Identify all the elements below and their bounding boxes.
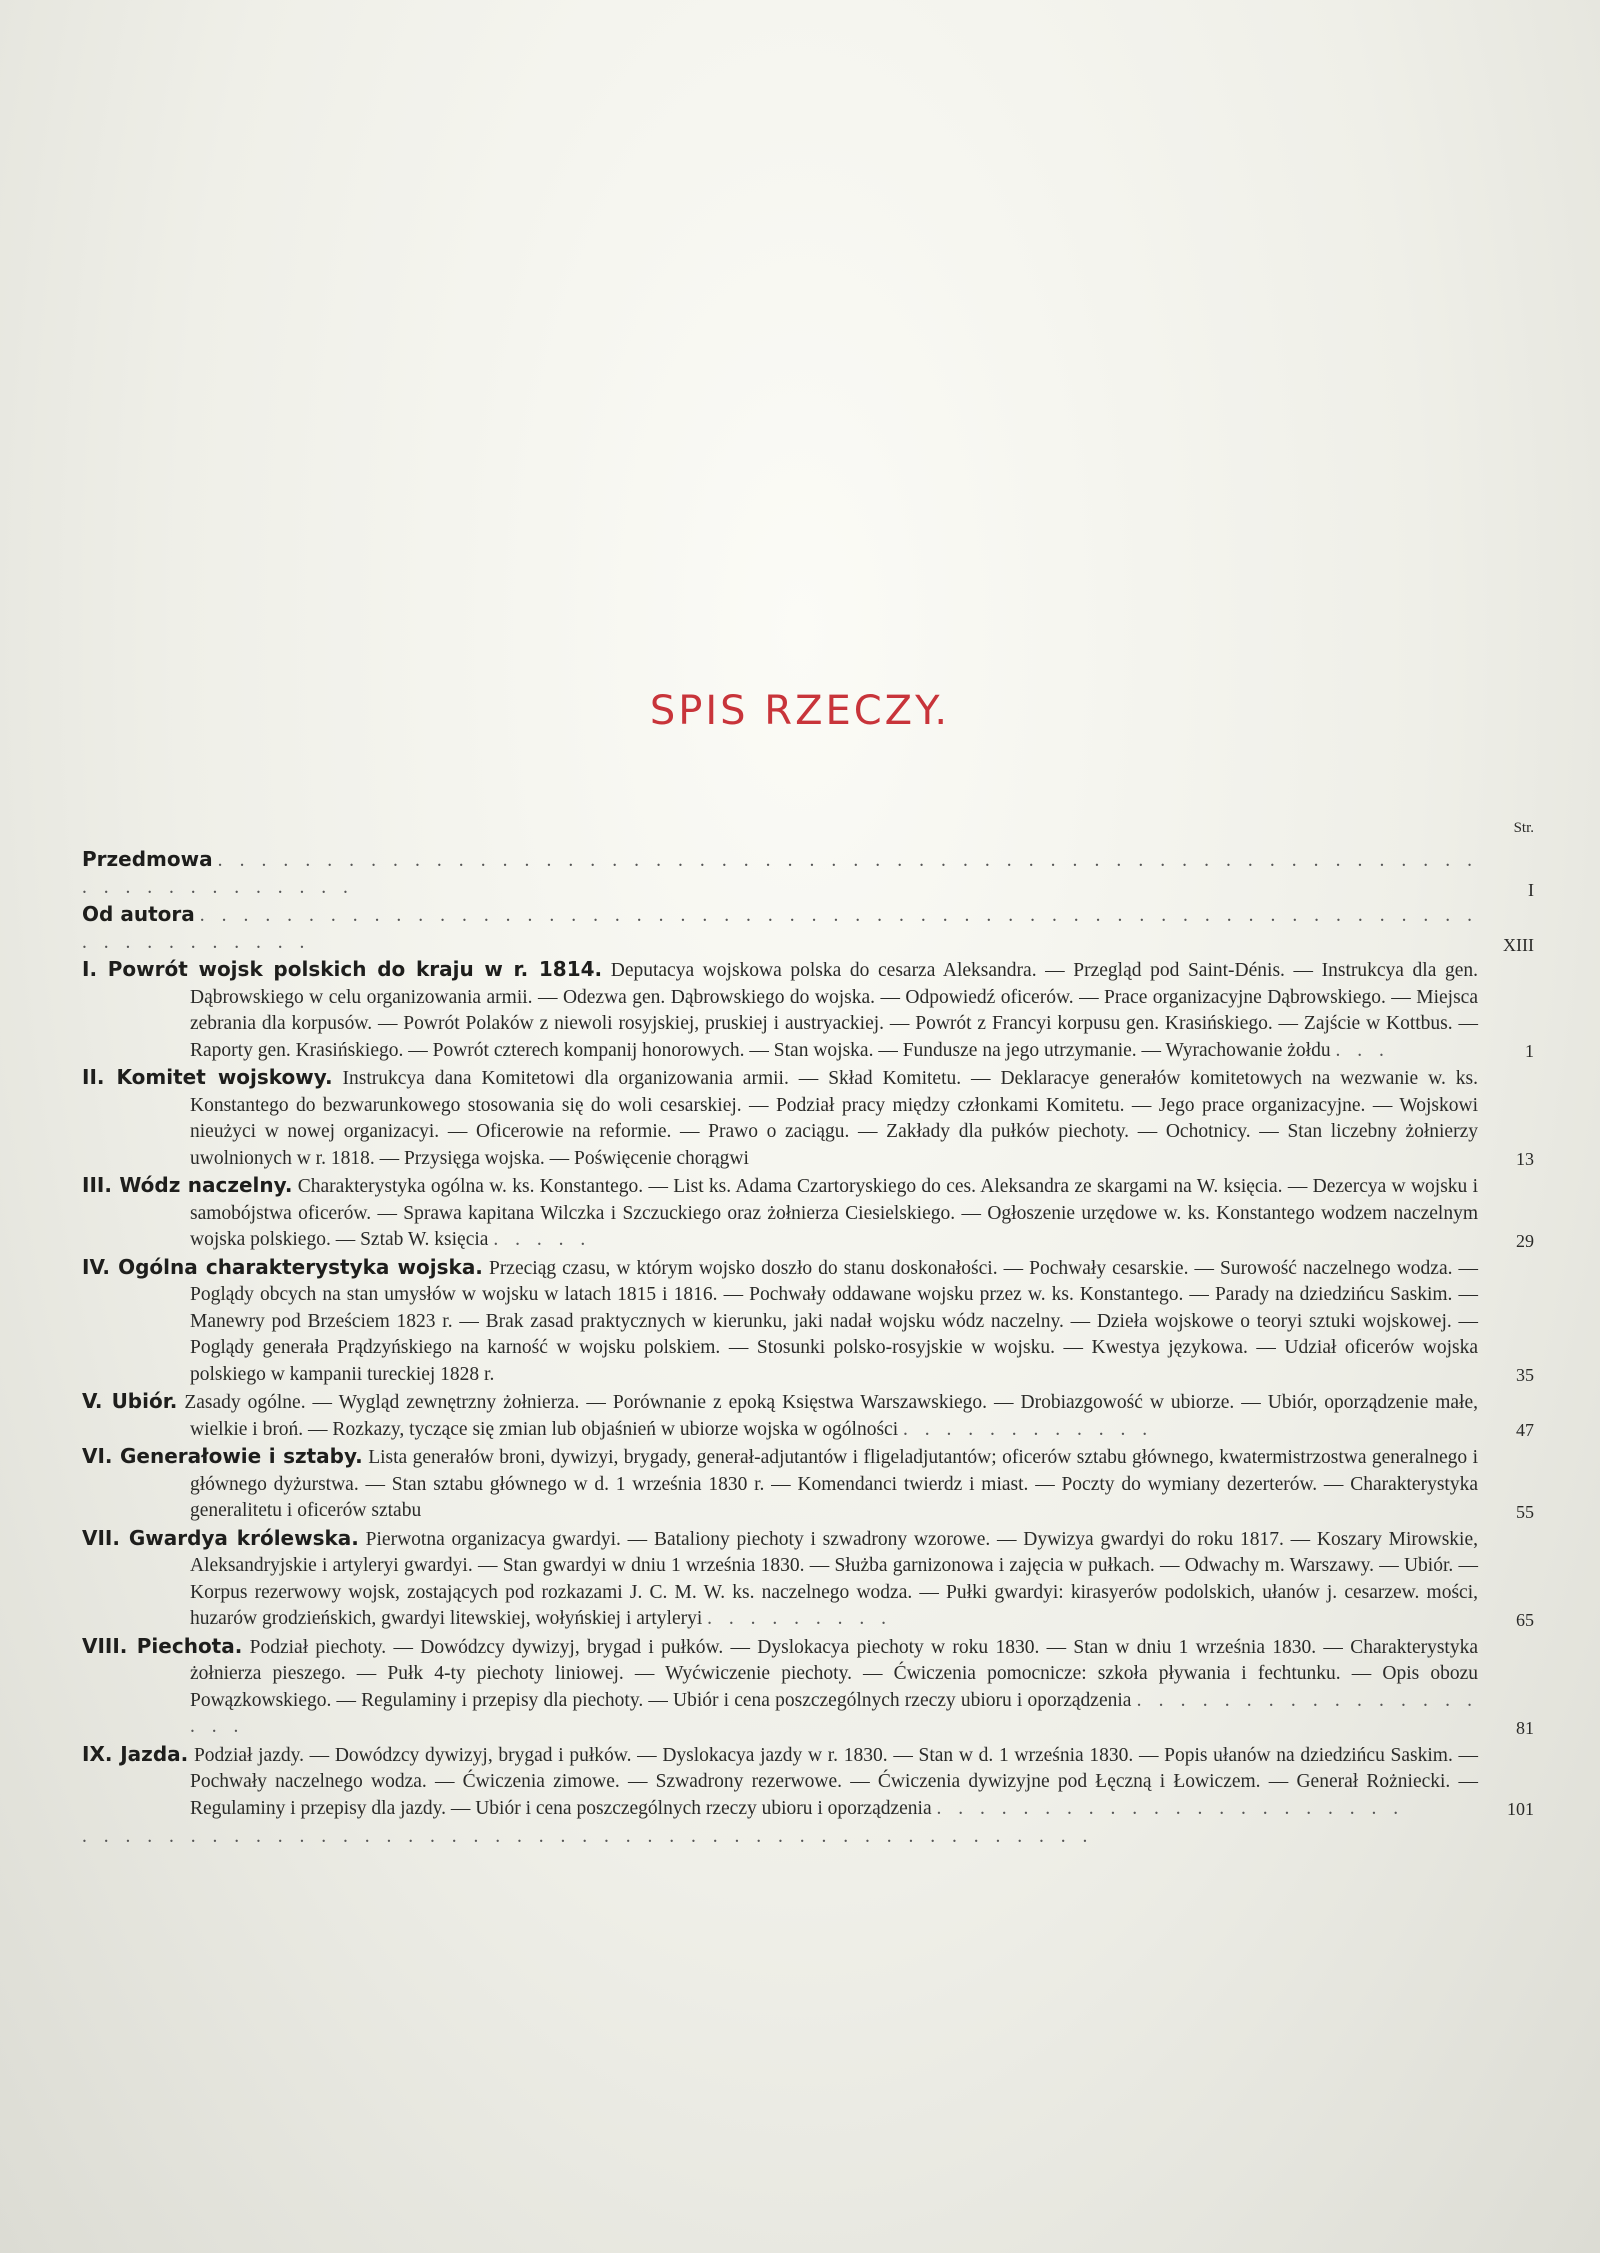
entry-heading: VII. Gwardya królewska. (82, 1525, 359, 1550)
entry-text: Podział jazdy. — Dowódzcy dywizyj, brygad i pułków. — Dyslokacya jazdy w r. 1830. — Stan w d. 1 września 1830. — Popis ułanów na dziedzińcu Saskim. — Pochwały naczelnego wodza. — Ćwiczenia zimowe. — Szwadrony rezerwowe. — Ćwiczenia dywizyjne pod Łęczną i Łowiczem. — Generał Rożniecki. — Regulaminy i przepisy dla jazdy. — Ubiór i cena poszczególnych rzeczy ubioru i oporządzenia (190, 1744, 1479, 1819)
entry-page: 55 (1516, 1501, 1534, 1522)
entry-heading: I. Powrót wojsk polskich do kraju w r. 1814. (82, 957, 603, 981)
toc-entry: . . . . . . . . . . . . . . . . . . . . . . . . . . . . . . . . . . . . . . . . . . . . . . . (82, 1826, 1094, 1847)
entry-heading: IX. Jazda. (82, 1741, 189, 1766)
entry-text: Instrukcya dana Komitetowi dla organizowania armii. — Skład Komitetu. — Deklaracye generałów komitetowych na wezwanie w. ks. Konstantego do bezwarunkowego stosowania się do woli cesarskiej. — Podział pracy między członkami Komitetu. — Jego prace organizacyjne. — Wojskowi nieużyci w nowej organizacyi. — Oficerowie na reformie. — Prawo o zaciągu. — Zakłady dla pułków piechoty. — Ochotnicy. — Stan liczebny żołnierzy uwolnionych w r. 1818. — Przysięga wojska. — Poświęcenie chorągwi (190, 1068, 1478, 1169)
toc-entry: III. Wódz naczelny. Charakterystyka ogólna w. ks. Konstantego. — List ks. Adama Czartoryskiego do ces. Aleksandra ze skargami na W. księcia. — Dezercya w wojsku i samobójstwa oficerów. — Sprawa kapitana Wilczka i Szczuckiego oraz żołnierza Ciesielskiego. — Ogłoszenie urzędowe w. ks. Konstantego wodzem naczelnym wojska polskiego. — Sztab W. księcia . . . . . 29 (82, 1173, 1534, 1251)
toc-entry (82, 1443, 1534, 1525)
toc-entry: IX. Jazda. Podział jazdy. — Dowódzcy dywizyj, brygad i pułków. — Dyslokacya jazdy w r. 1830. — Stan w d. 1 września 1830. — Popis ułanów na dziedzińcu Saskim. — Pochwały naczelnego wodza. — Ćwiczenia zimowe. — Szwadrony rezerwowe. — Ćwiczenia dywizyjne pod Łęczną i Łowiczem. — Generał Rożniecki. — Regulaminy i przepisy dla jazdy. — Ubiór i cena poszczególnych rzeczy ubioru i oporządzenia . . . . . . . . . . . . . . . . . . . . . . 101 (82, 1741, 1534, 1819)
page-title: SPIS RZECZY. (649, 688, 951, 734)
entry-page: 101 (1507, 1799, 1534, 1819)
entry-page: 13 (1516, 1149, 1534, 1169)
entry-heading: II. Komitet wojskowy. (82, 1065, 333, 1089)
entry-heading: V. Ubiór. (82, 1389, 178, 1413)
entry-text: Pierwotna organizacya gwardyi. — Bataliony piechoty i szwadrony wzorowe. — Dywizya gwardyi do roku 1817. — Koszary Mirowskie, Aleksandryjskie i artyleryi gwardyi. — Stan gwardyi w dniu 1 września 1830. — Służba garnizonowa i zajęcia w pułkach. — Odwachy m. Warszawy. — Ubiór. — Korpus rezerwowy wojsk, zostających pod rozkazami J. C. M. W. ks. naczelnego wodza. — Pułki gwardyi: kirasyerów podolskich, ułanów j. cesarzew. mości, huzarów grodzieńskich, gwardyi litewskiej, wołyńskiej i artyleryi (190, 1528, 1478, 1629)
toc-entry: VII. Gwardya królewska. Pierwotna organizacya gwardyi. — Bataliony piechoty i szwadrony wzorowe. — Dywizya gwardyi do roku 1817. — Koszary Mirowskie, Aleksandryjskie i artyleryi gwardyi. — Stan gwardyi w dniu 1 września 1830. — Służba garnizonowa i zajęcia w pułkach. — Odwachy m. Warszawy. — Ubiór. — Korpus rezerwowy wojsk, zostających pod rozkazami J. C. M. W. ks. naczelnego wodza. — Pułki gwardyi: kirasyerów podolskich, ułanów j. cesarzew. mości, huzarów grodzieńskich, gwardyi litewskiej, wołyńskiej i artyleryi . . . . . . . . . 65 (82, 1525, 1534, 1630)
table-of-contents (82, 820, 1534, 1851)
entry-text: Deputacya wojskowa polska do cesarza Aleksandra. — Przegląd pod Saint-Dénis. — Instrukcya dla gen. Dąbrowskiego w celu organizowania armii. — Odezwa gen. Dąbrowskiego do wojska. — Odpowiedź oficerów. — Prace organizacyjne Dąbrowskiego. — Miejsca zebrania dla korpusów. — Powrót Polaków z niewoli rosyjskiej, pruskiej i austryackiej. — Powrót z Francyi korpusu gen. Krasińskiego. — Zajście w Kottbus. — Raporty gen. Krasińskiego. — Powrót czterech kompanij honorowych. — Stan wojska. — Fundusze na jego utrzymanie. — Wyrachowanie żołdu (190, 960, 1478, 1061)
entry-page: I (1528, 880, 1534, 900)
entry-heading: III. Wódz naczelny. (82, 1173, 293, 1197)
entry-heading: Od autora (82, 902, 195, 926)
toc-entry: V. Ubiór. Zasady ogólne. — Wygląd zewnętrzny żołnierza. — Porównanie z epoką Księstwa Warszawskiego. — Drobiazgowość w ubiorze. — Ubiór, oporządzenie małe, wielkie i broń. — Rozkazy, tyczące się zmian lub objaśnień w ubiorze wojska w ogólności . . . . . . . . . . . . 47 (82, 1389, 1534, 1440)
entry-page: 65 (1516, 1609, 1534, 1630)
toc-entry: VIII. Piechota. Podział piechoty. — Dowódzcy dywizyj, brygad i pułków. — Dyslokacya piechoty w roku 1830. — Stan w dniu 1 września 1830. — Charakterystyka żołnierza pieszego. — Pułk 4-ty piechoty liniowej. — Wyćwiczenie piechoty. — Ćwiczenia pomocnicze: szkoła pływania i fechtunku. — Opis obozu Powązkowskiego. — Regulaminy i przepisy dla piechoty. — Ubiór i cena poszczególnych rzeczy ubioru i oporządzenia . . . . . . . . . . . . . . . . . . . 81 (82, 1633, 1534, 1738)
toc-entry: Przedmowa . . . . . . . . . . . . . . . . . . . . . . . . . . . . . . . . . . . . . . . . . . . . . . . . . . . . . . . . . . . . . . . . . . . . . . . I (82, 847, 1534, 900)
entry-heading: VIII. Piechota. (82, 1633, 243, 1658)
entry-text: Zasady ogólne. — Wygląd zewnętrzny żołnierza. — Porównanie z epoką Księstwa Warszawskiego. — Drobiazgowość w ubiorze. — Ubiór, oporządzenie małe, wielkie i broń. — Rozkazy, tyczące się zmian lub objaśnień w ubiorze wojska w ogólności (184, 1392, 1479, 1440)
toc-entry (82, 1064, 1534, 1172)
toc-entry: I. Powrót wojsk polskich do kraju w r. 1814. Deputacya wojskowa polska do cesarza Aleksandra. — Przegląd pod Saint-Dénis. — Instrukcya dla gen. Dąbrowskiego w celu organizowania armii. — Odezwa gen. Dąbrowskiego do wojska. — Odpowiedź oficerów. — Prace organizacyjne Dąbrowskiego. — Miejsca zebrania dla korpusów. — Powrót Polaków z niewoli rosyjskiej, pruskiej i austryackiej. — Powrót z Francyi korpusu gen. Krasińskiego. — Zajście w Kottbus. — Raporty gen. Krasińskiego. — Powrót czterech kompanij honorowych. — Stan wojska. — Fundusze na jego utrzymanie. — Wyrachowanie żołdu . . . 1 (82, 957, 1534, 1061)
entry-page: 35 (1516, 1365, 1534, 1385)
entry-text: Podział piechoty. — Dowódzcy dywizyj, brygad i pułków. — Dyslokacya piechoty w roku 1830. — Stan w dniu 1 września 1830. — Charakterystyka żołnierza pieszego. — Pułk 4-ty piechoty liniowej. — Wyćwiczenie piechoty. — Ćwiczenia pomocnicze: szkoła pływania i fechtunku. — Opis obozu Powązkowskiego. — Regulaminy i przepisy dla piechoty. — Ubiór i cena poszczególnych rzeczy ubioru i oporządzenia (190, 1636, 1479, 1711)
toc-entry (82, 1254, 1534, 1389)
entry-heading: Przedmowa (82, 847, 213, 871)
entry-heading: IV. Ogólna charakterystyka wojska. (82, 1254, 483, 1279)
entry-page: 1 (1525, 1041, 1534, 1061)
entry-page: XIII (1503, 935, 1534, 955)
entry-page: 29 (1516, 1230, 1534, 1251)
entry-heading: VI. Generałowie i sztaby. (82, 1444, 363, 1468)
toc-entry: Od autora . . . . . . . . . . . . . . . . . . . . . . . . . . . . . . . . . . . . . . . . . . . . . . . . . . . . . . . . . . . . . . . . . . . . . . XIII (82, 902, 1534, 955)
entry-text: Lista generałów broni, dywizyi, brygady, generał-adjutantów i fligeladjutantów; oficerów sztabu głównego, kwatermistrzostwa generalnego i głównego dyżurstwa. — Stan sztabu głównego w d. 1 września 1830 r. — Komendanci twierdz i miast. — Poczty do wymiany dezerterów. — Charakterystyka generalitetu i oficerów sztabu (190, 1447, 1479, 1521)
entry-page: 47 (1516, 1420, 1534, 1440)
entry-page: 81 (1516, 1717, 1534, 1738)
entry-text: Charakterystyka ogólna w. ks. Konstantego. — List ks. Adama Czartoryskiego do ces. Aleksandra ze skargami na W. księcia. — Dezercya w wojsku i samobójstwa oficerów. — Sprawa kapitana Wilczka i Szczuckiego oraz żołnierza Ciesielskiego. — Ogłoszenie urzędowe w. ks. Konstantego wodzem naczelnym wojska polskiego. — Sztab W. księcia (190, 1176, 1478, 1250)
page-column-header: Str. (1513, 820, 1534, 836)
entry-text: Przeciąg czasu, w którym wojsko doszło do stanu doskonałości. — Pochwały cesarskie. — Surowość naczelnego wodza. — Poglądy obcych na stan umysłów w wojsku w latach 1815 i 1816. — Pochwały oddawane wojsku przez w. ks. Konstantego. — Parady na dziedzińcu Saskim. — Manewry pod Brześciem 1823 r. — Brak zasad praktycznych w kierunku, jaki nadał wojsku wódz naczelny. — Dzieła wojskowe o teoryi sztuki wojskowej. — Poglądy generała Prądzyńskiego na karność w wojsku polskiem. — Stosunki polsko-rosyjskie w wojsku. — Kwestya językowa. — Udział oficerów wojska polskiego w kampanii tureckiej 1828 r. (190, 1257, 1479, 1385)
